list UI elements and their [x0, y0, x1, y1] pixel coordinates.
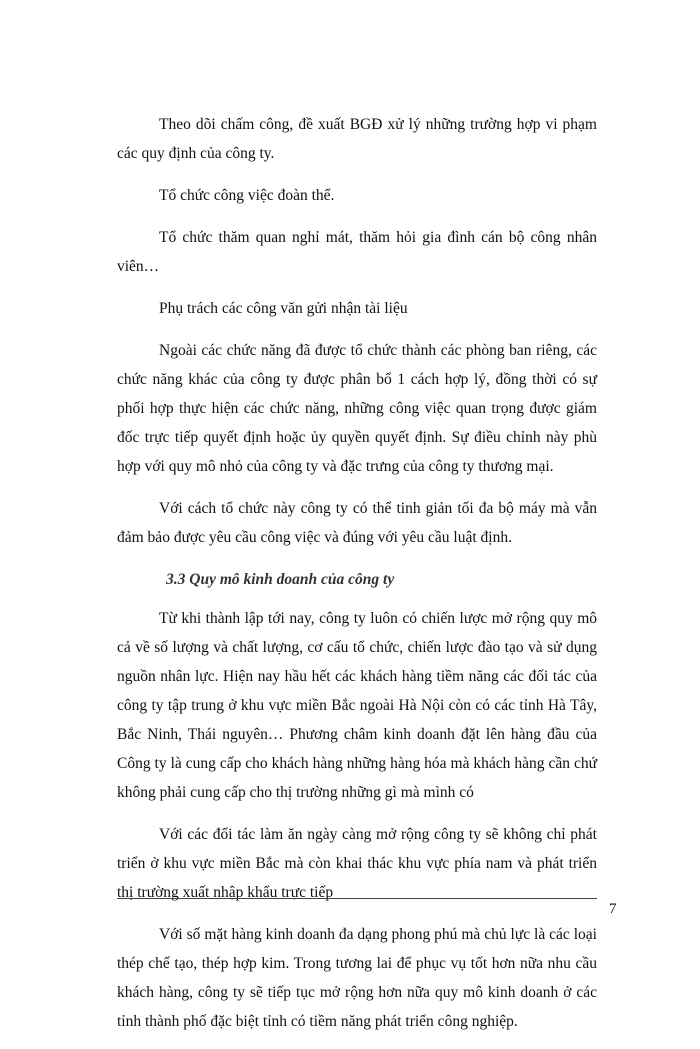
paragraph-growth-strategy: Từ khi thành lập tới nay, công ty luôn có chiến lược mở rộng quy mô cả về số lượng và chất lượng, cơ cấu tổ chức, chiến lược đào tạo và sử dụng nguồn nhân lực. Hiện nay hầu hết các khách hàng tiềm năng các đối tác của công ty tập trung ở khu vực miền Bắc ngoài Hà Nội còn có các tỉnh Hà Tây, Bắc Ninh, Thái nguyên… Phương châm kinh doanh đặt lên hàng đầu của Công ty là cung cấp cho khách hàng những hàng hóa mà khách hàng cần chứ không phải cung cấp cho thị trường những gì mà mình có [117, 610, 597, 801]
paragraph-attendance: Theo dõi chấm công, đề xuất BGĐ xử lý những trường hợp vi phạm các quy định của công ty. [117, 116, 597, 162]
document-body [117, 110, 597, 1049]
section-heading: 3.3 Quy mô kinh doanh của công ty [166, 571, 395, 588]
paragraph-documents: Phụ trách các công văn gửi nhận tài liệu [159, 300, 408, 317]
paragraph-vacation-visits: Tổ chức thăm quan nghỉ mát, thăm hỏi gia đình cán bộ công nhân viên… [117, 229, 597, 275]
paragraph-streamlined-organization: Với cách tổ chức này công ty có thể tinh giản tối đa bộ máy mà vẫn đảm bảo được yêu cầu công việc và đúng với yêu cầu luật định. [117, 500, 597, 546]
paragraph-product-range: Với số mặt hàng kinh doanh đa dạng phong phú mà chủ lực là các loại thép chế tạo, thép hợp kim. Trong tương lai để phục vụ tốt hơn nữa nhu cầu khách hàng, công ty sẽ tiếp tục mở rộng hơn nữa quy mô kinh doanh ở các tỉnh thành phố đặc biệt tỉnh có tiềm năng phát triển công nghiệp. [117, 926, 597, 1030]
paragraph-market-expansion: Với các đối tác làm ăn ngày càng mở rộng công ty sẽ không chỉ phát triển ở khu vực miền Bắc mà còn khai thác khu vực phía nam và phát triển thị trường xuất nhập khẩu trực tiếp [117, 826, 597, 901]
footer-divider [117, 898, 597, 899]
paragraph-union-work: Tổ chức công việc đoàn thể. [159, 187, 335, 204]
page-number: 7 [609, 901, 617, 917]
paragraph-other-functions: Ngoài các chức năng đã được tổ chức thành các phòng ban riêng, các chức năng khác của công ty được phân bổ 1 cách hợp lý, đồng thời có sự phối hợp thực hiện các chức năng, những công việc quan trọng được giám đốc trực tiếp quyết định hoặc ủy quyền quyết định. Sự điều chỉnh này phù hợp với quy mô nhỏ của công ty và đặc trưng của công ty thương mại. [117, 342, 597, 475]
